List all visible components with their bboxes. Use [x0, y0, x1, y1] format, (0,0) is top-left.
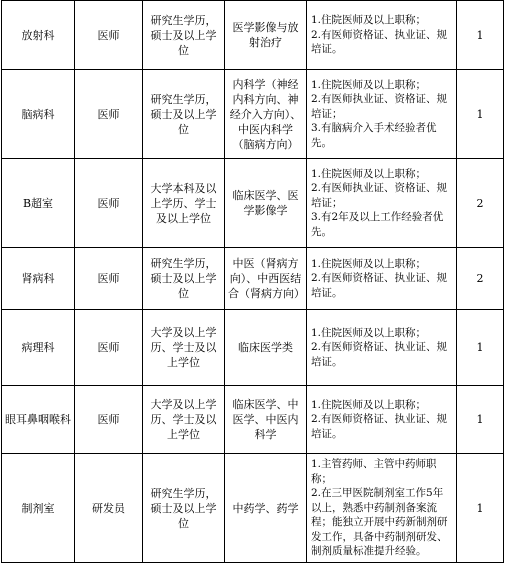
requirements-cell [307, 1, 457, 70]
requirements-cell [307, 159, 457, 248]
education-cell: 研究生学历，硕士及以上学位 [143, 454, 225, 563]
department-cell: 放射科 [2, 1, 75, 70]
major-cell: 医学影像与放射治疗 [225, 1, 307, 70]
requirement-line: 1.住院医师及以上职称； [311, 326, 427, 339]
major-cell: 中药学、药学 [225, 454, 307, 563]
position-cell: 医师 [75, 159, 143, 248]
requirement-line: 2.在三甲医院制剂室工作5年以上，熟悉中药制剂备案流程；能独立开展中药新制剂研发工作，具备中药制剂研发、制剂质量标准提升经验。 [311, 487, 448, 558]
table-row [2, 454, 504, 563]
requirement-line: 3.有脑病介入手术经验者优先。 [311, 122, 437, 149]
recruitment-table [1, 0, 504, 563]
requirement-line: 2.有医师资格证、执业证、规培证。 [311, 341, 448, 368]
position-cell: 医师 [75, 1, 143, 70]
position-cell: 医师 [75, 70, 143, 159]
education-cell: 研究生学历，硕士及以上学位 [143, 70, 225, 159]
requirement-line: 2.有医师执业证、资格证、规培证； [311, 93, 448, 120]
table-body [2, 1, 504, 563]
department-cell: 脑病科 [2, 70, 75, 159]
education-cell: 研究生学历，硕士及以上学位 [143, 248, 225, 310]
table-row [2, 70, 504, 159]
count-cell: 1 [457, 1, 504, 70]
count-cell: 1 [457, 70, 504, 159]
requirement-line: 2.有医师资格证、执业证、规培证。 [311, 28, 448, 56]
education-cell: 研究生学历，硕士及以上学位 [143, 1, 225, 70]
major-cell: 临床医学、医学影像学 [225, 159, 307, 248]
department-cell: 眼耳鼻咽喉科 [2, 386, 75, 454]
table-row [2, 1, 504, 70]
count-cell: 1 [457, 386, 504, 454]
position-cell: 医师 [75, 386, 143, 454]
requirement-line: 1.住院医师及以上职称； [311, 257, 427, 270]
requirement-line: 1.住院医师及以上职称； [311, 78, 427, 91]
requirement-line: 1.主管药师、主管中药师职称； [311, 458, 437, 485]
department-cell: B超室 [2, 159, 75, 248]
department-cell: 肾病科 [2, 248, 75, 310]
requirements-cell [307, 310, 457, 386]
requirement-line: 3.有2年及以上工作经验者优先。 [311, 211, 444, 238]
education-cell: 大学本科及以上学历、学士及以上学位 [143, 159, 225, 248]
requirement-line: 1.住院医师及以上职称； [311, 398, 427, 411]
count-cell: 1 [457, 310, 504, 386]
major-cell: 内科学（神经内科方向、神经介入方向）、中医内科学（脑病方向） [225, 70, 307, 159]
table-row [2, 159, 504, 248]
education-cell: 大学及以上学历、学士及以上学位 [143, 310, 225, 386]
position-cell: 医师 [75, 310, 143, 386]
count-cell: 2 [457, 159, 504, 248]
count-cell: 1 [457, 454, 504, 563]
requirement-line: 2.有医师资格证、执业证、规培证。 [311, 413, 448, 440]
table-row [2, 248, 504, 310]
table-row [2, 310, 504, 386]
major-cell: 临床医学类 [225, 310, 307, 386]
requirements-cell [307, 248, 457, 310]
education-cell: 大学及以上学历、学士及以上学位 [143, 386, 225, 454]
requirements-cell [307, 454, 457, 563]
requirement-line: 2.有医师执业证、资格证、规培证； [311, 182, 448, 209]
major-cell: 临床医学、中医学、中医内科学 [225, 386, 307, 454]
table-row [2, 386, 504, 454]
position-cell: 医师 [75, 248, 143, 310]
requirement-line: 1.住院医师及以上职称； [311, 14, 427, 27]
requirements-cell [307, 386, 457, 454]
major-cell: 中医（肾病方向）、中西医结合（肾病方向） [225, 248, 307, 310]
requirement-line: 2.有医师资格证、执业证、规培证。 [311, 272, 448, 299]
position-cell: 研发员 [75, 454, 143, 563]
department-cell: 制剂室 [2, 454, 75, 563]
department-cell: 病理科 [2, 310, 75, 386]
count-cell: 2 [457, 248, 504, 310]
requirements-cell [307, 70, 457, 159]
requirement-line: 1.住院医师及以上职称； [311, 167, 427, 180]
